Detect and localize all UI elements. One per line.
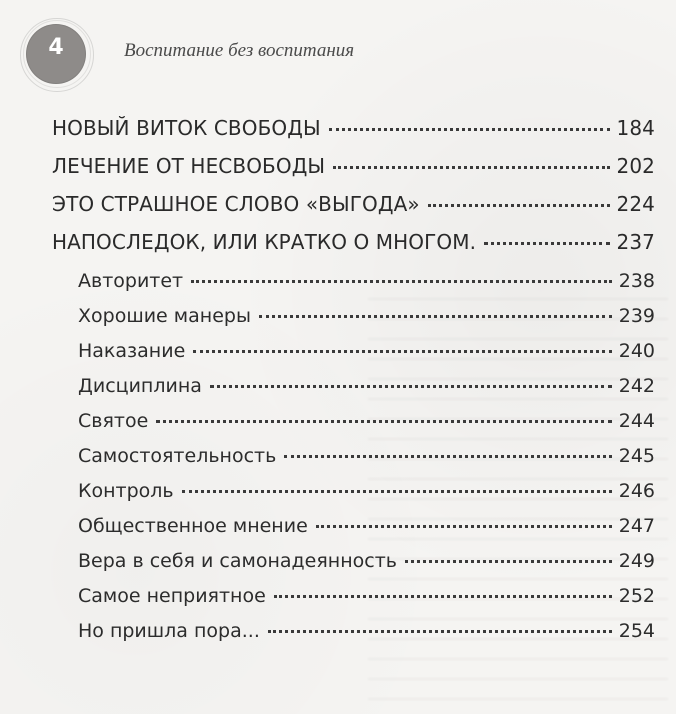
toc-subentry-title: Но пришла пора...	[78, 620, 260, 642]
dot-leader	[316, 525, 612, 528]
dot-leader	[428, 204, 610, 207]
dot-leader	[193, 350, 611, 353]
toc-subentry-title: Дисциплина	[78, 375, 202, 397]
dot-leader	[484, 242, 609, 245]
dot-leader	[329, 128, 610, 131]
dot-leader	[274, 595, 612, 598]
toc-subentry-page: 242	[618, 375, 655, 397]
toc-subentry	[78, 480, 655, 508]
toc-subentry	[78, 410, 655, 438]
toc-subentry-title: Вера в себя и самонадеянность	[78, 550, 397, 572]
toc-subentry-title: Хорошие манеры	[78, 305, 251, 327]
toc-subentry-title: Контроль	[78, 480, 174, 502]
page-number: 4	[48, 35, 64, 60]
dot-leader	[268, 630, 612, 633]
toc-subentry-title: Наказание	[78, 340, 186, 362]
toc-subentry	[78, 340, 655, 368]
toc-subentry-page: 245	[618, 445, 655, 467]
toc-entry	[52, 192, 655, 220]
page-number-badge	[20, 18, 92, 90]
dot-leader	[259, 315, 612, 318]
toc-subentry-title: Святое	[78, 410, 149, 432]
toc-subentry-page: 247	[618, 515, 655, 537]
toc-subentry	[78, 270, 655, 298]
dot-leader	[284, 455, 611, 458]
toc-entry-title: НАПОСЛЕДОК, ИЛИ КРАТКО О МНОГОМ.	[52, 230, 477, 254]
toc-subentry	[78, 585, 655, 613]
toc-subentry	[78, 515, 655, 543]
dot-leader	[210, 385, 612, 388]
page-header	[20, 18, 520, 88]
toc-entry	[52, 154, 655, 182]
toc-subentry-title: Самое неприятное	[78, 585, 266, 607]
dot-leader	[191, 280, 612, 283]
toc-subentry-title: Авторитет	[78, 270, 184, 292]
toc-entry	[52, 230, 655, 258]
toc-entry	[52, 116, 655, 144]
toc-subentry-page: 244	[618, 410, 655, 432]
toc-subentry	[78, 375, 655, 403]
dot-leader	[156, 420, 611, 423]
toc-subentry-title: Самостоятельность	[78, 445, 277, 467]
toc-entry-title: НОВЫЙ ВИТОК СВОБОДЫ	[52, 116, 321, 140]
toc-entry-page: 184	[616, 116, 655, 140]
toc-subentry	[78, 445, 655, 473]
toc-entry-page: 202	[616, 154, 655, 178]
dot-leader	[182, 490, 612, 493]
toc-subentry-page: 246	[618, 480, 655, 502]
toc-entry-title: ЛЕЧЕНИЕ ОТ НЕСВОБОДЫ	[52, 154, 326, 178]
toc-subentry-page: 249	[618, 550, 655, 572]
toc-entry-page: 237	[616, 230, 655, 254]
toc-entry-page: 224	[616, 192, 655, 216]
toc-subentry-page: 254	[618, 620, 655, 642]
toc-subentry-page: 240	[618, 340, 655, 362]
dot-leader	[333, 166, 609, 169]
toc-subentry	[78, 620, 655, 648]
toc-subentry	[78, 305, 655, 333]
dot-leader	[405, 560, 612, 563]
toc-subentry-page: 239	[618, 305, 655, 327]
toc-subentry-title: Общественное мнение	[78, 515, 308, 537]
toc-subentry-page: 238	[618, 270, 655, 292]
toc-entry-title: ЭТО СТРАШНОЕ СЛОВО «ВЫГОДА»	[52, 192, 420, 216]
toc-subentry	[78, 550, 655, 578]
toc-subentry-page: 252	[618, 585, 655, 607]
running-title: Воспитание без воспитания	[124, 40, 355, 61]
